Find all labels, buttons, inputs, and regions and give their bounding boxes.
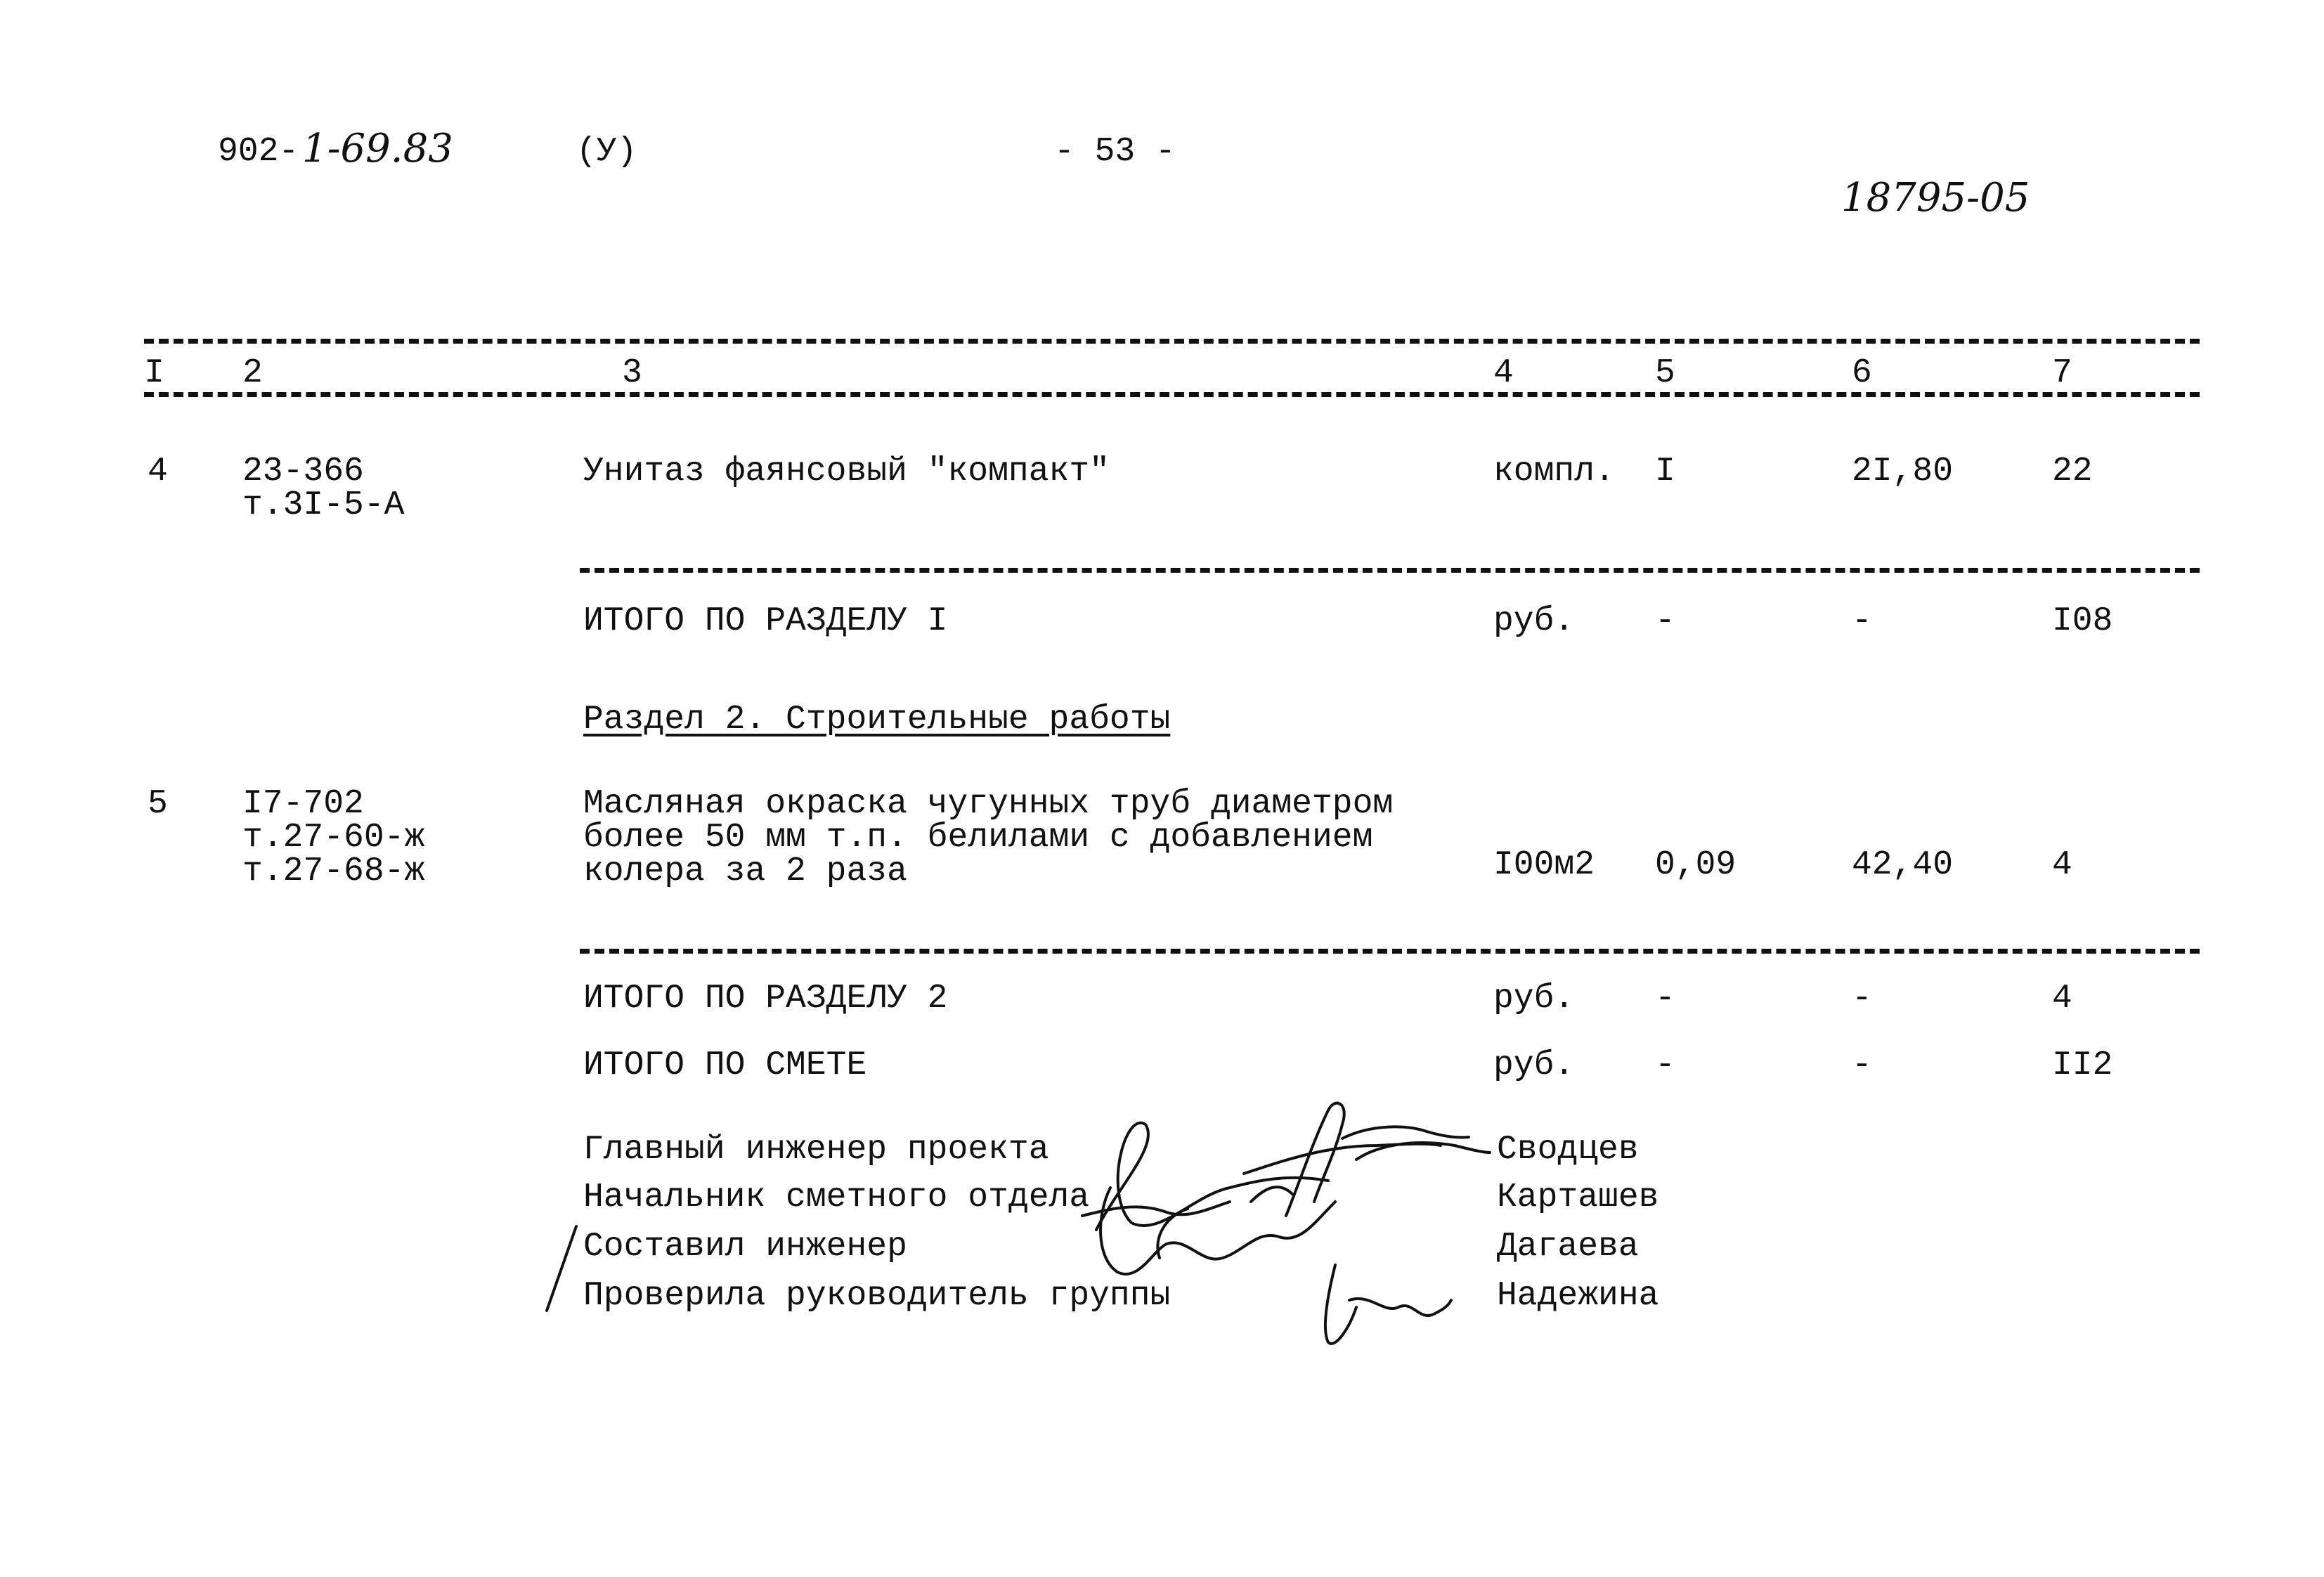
signature-role: Главный инженер проекта — [583, 1131, 1049, 1169]
row-description: колера за 2 раза — [583, 852, 907, 890]
handwritten-initials — [1314, 1251, 1455, 1349]
doc-mark: (У) — [576, 133, 637, 171]
signature-name: Сводцев — [1497, 1131, 1639, 1169]
subtotal1-qty: - — [1655, 602, 1675, 640]
col-header-4: 4 — [1493, 354, 1514, 392]
section1-rule — [580, 568, 2200, 573]
signature-name: Карташев — [1497, 1179, 1659, 1216]
subtotal2-total: 4 — [2052, 980, 2072, 1018]
col-header-3: 3 — [622, 354, 642, 392]
row-code: т.3I-5-А — [242, 486, 405, 524]
row-unit: компл. — [1493, 453, 1615, 491]
subtotal1-price: - — [1852, 602, 1872, 640]
grand-total-unit: руб. — [1493, 1046, 1575, 1084]
header-top-rule — [144, 339, 2200, 344]
subtotal2-unit: руб. — [1493, 980, 1575, 1018]
row-description: Унитаз фаянсовый "компакт" — [583, 453, 1110, 491]
row-unit: I00м2 — [1493, 846, 1595, 884]
signature-name: Надежина — [1497, 1277, 1659, 1315]
signature-role: Составил инженер — [583, 1228, 907, 1266]
col-header-1: I — [144, 354, 164, 392]
row-price: 42,40 — [1852, 846, 1954, 884]
col-header-2: 2 — [242, 354, 263, 392]
signature-role: Проверила руководитель группы — [583, 1277, 1171, 1315]
section2-rule — [580, 949, 2200, 954]
signature-role: Начальник сметного отдела — [583, 1179, 1090, 1216]
subtotal2-price: - — [1852, 980, 1872, 1018]
row-code: I7-702 — [242, 785, 364, 823]
subtotal2-label: ИТОГО ПО РАЗДЕЛУ 2 — [583, 980, 948, 1018]
row-description: Масляная окраска чугунных труб диаметром — [583, 785, 1394, 823]
row-number: 4 — [148, 453, 168, 491]
subtotal1-unit: руб. — [1493, 602, 1575, 640]
col-header-6: 6 — [1852, 354, 1872, 392]
signature-name: Дагаева — [1497, 1228, 1639, 1266]
grand-total-total: II2 — [2052, 1046, 2113, 1084]
ref-number: 18795-05 — [1841, 175, 2030, 221]
row-total: 22 — [2052, 453, 2093, 491]
subtotal2-qty: - — [1655, 980, 1675, 1018]
section2-title: Раздел 2. Строительные работы — [583, 701, 1171, 739]
row-code: т.27-60-ж — [242, 819, 425, 857]
row-number: 5 — [148, 785, 168, 823]
row-code: т.27-68-ж — [242, 852, 425, 890]
subtotal1-total: I08 — [2052, 602, 2113, 640]
grand-total-qty: - — [1655, 1046, 1675, 1084]
col-header-7: 7 — [2052, 354, 2072, 392]
row-quantity: 0,09 — [1655, 846, 1736, 884]
grand-total-price: - — [1852, 1046, 1872, 1084]
row-description: более 50 мм т.п. белилами с добавлением — [583, 819, 1373, 857]
col-header-5: 5 — [1655, 354, 1675, 392]
row-price: 2I,80 — [1852, 453, 1954, 491]
page-number: - 53 - — [1054, 133, 1176, 171]
grand-total-label: ИТОГО ПО СМЕТЕ — [583, 1046, 867, 1084]
row-quantity: I — [1655, 453, 1675, 491]
subtotal1-label: ИТОГО ПО РАЗДЕЛУ I — [583, 602, 948, 640]
header-bottom-rule — [144, 392, 2200, 397]
doc-prefix: 902- — [218, 133, 299, 171]
row-code: 23-366 — [242, 453, 364, 491]
handwritten-slash-mark — [541, 1219, 583, 1318]
doc-series: 1-69.83 — [302, 126, 453, 171]
row-total: 4 — [2052, 846, 2072, 884]
